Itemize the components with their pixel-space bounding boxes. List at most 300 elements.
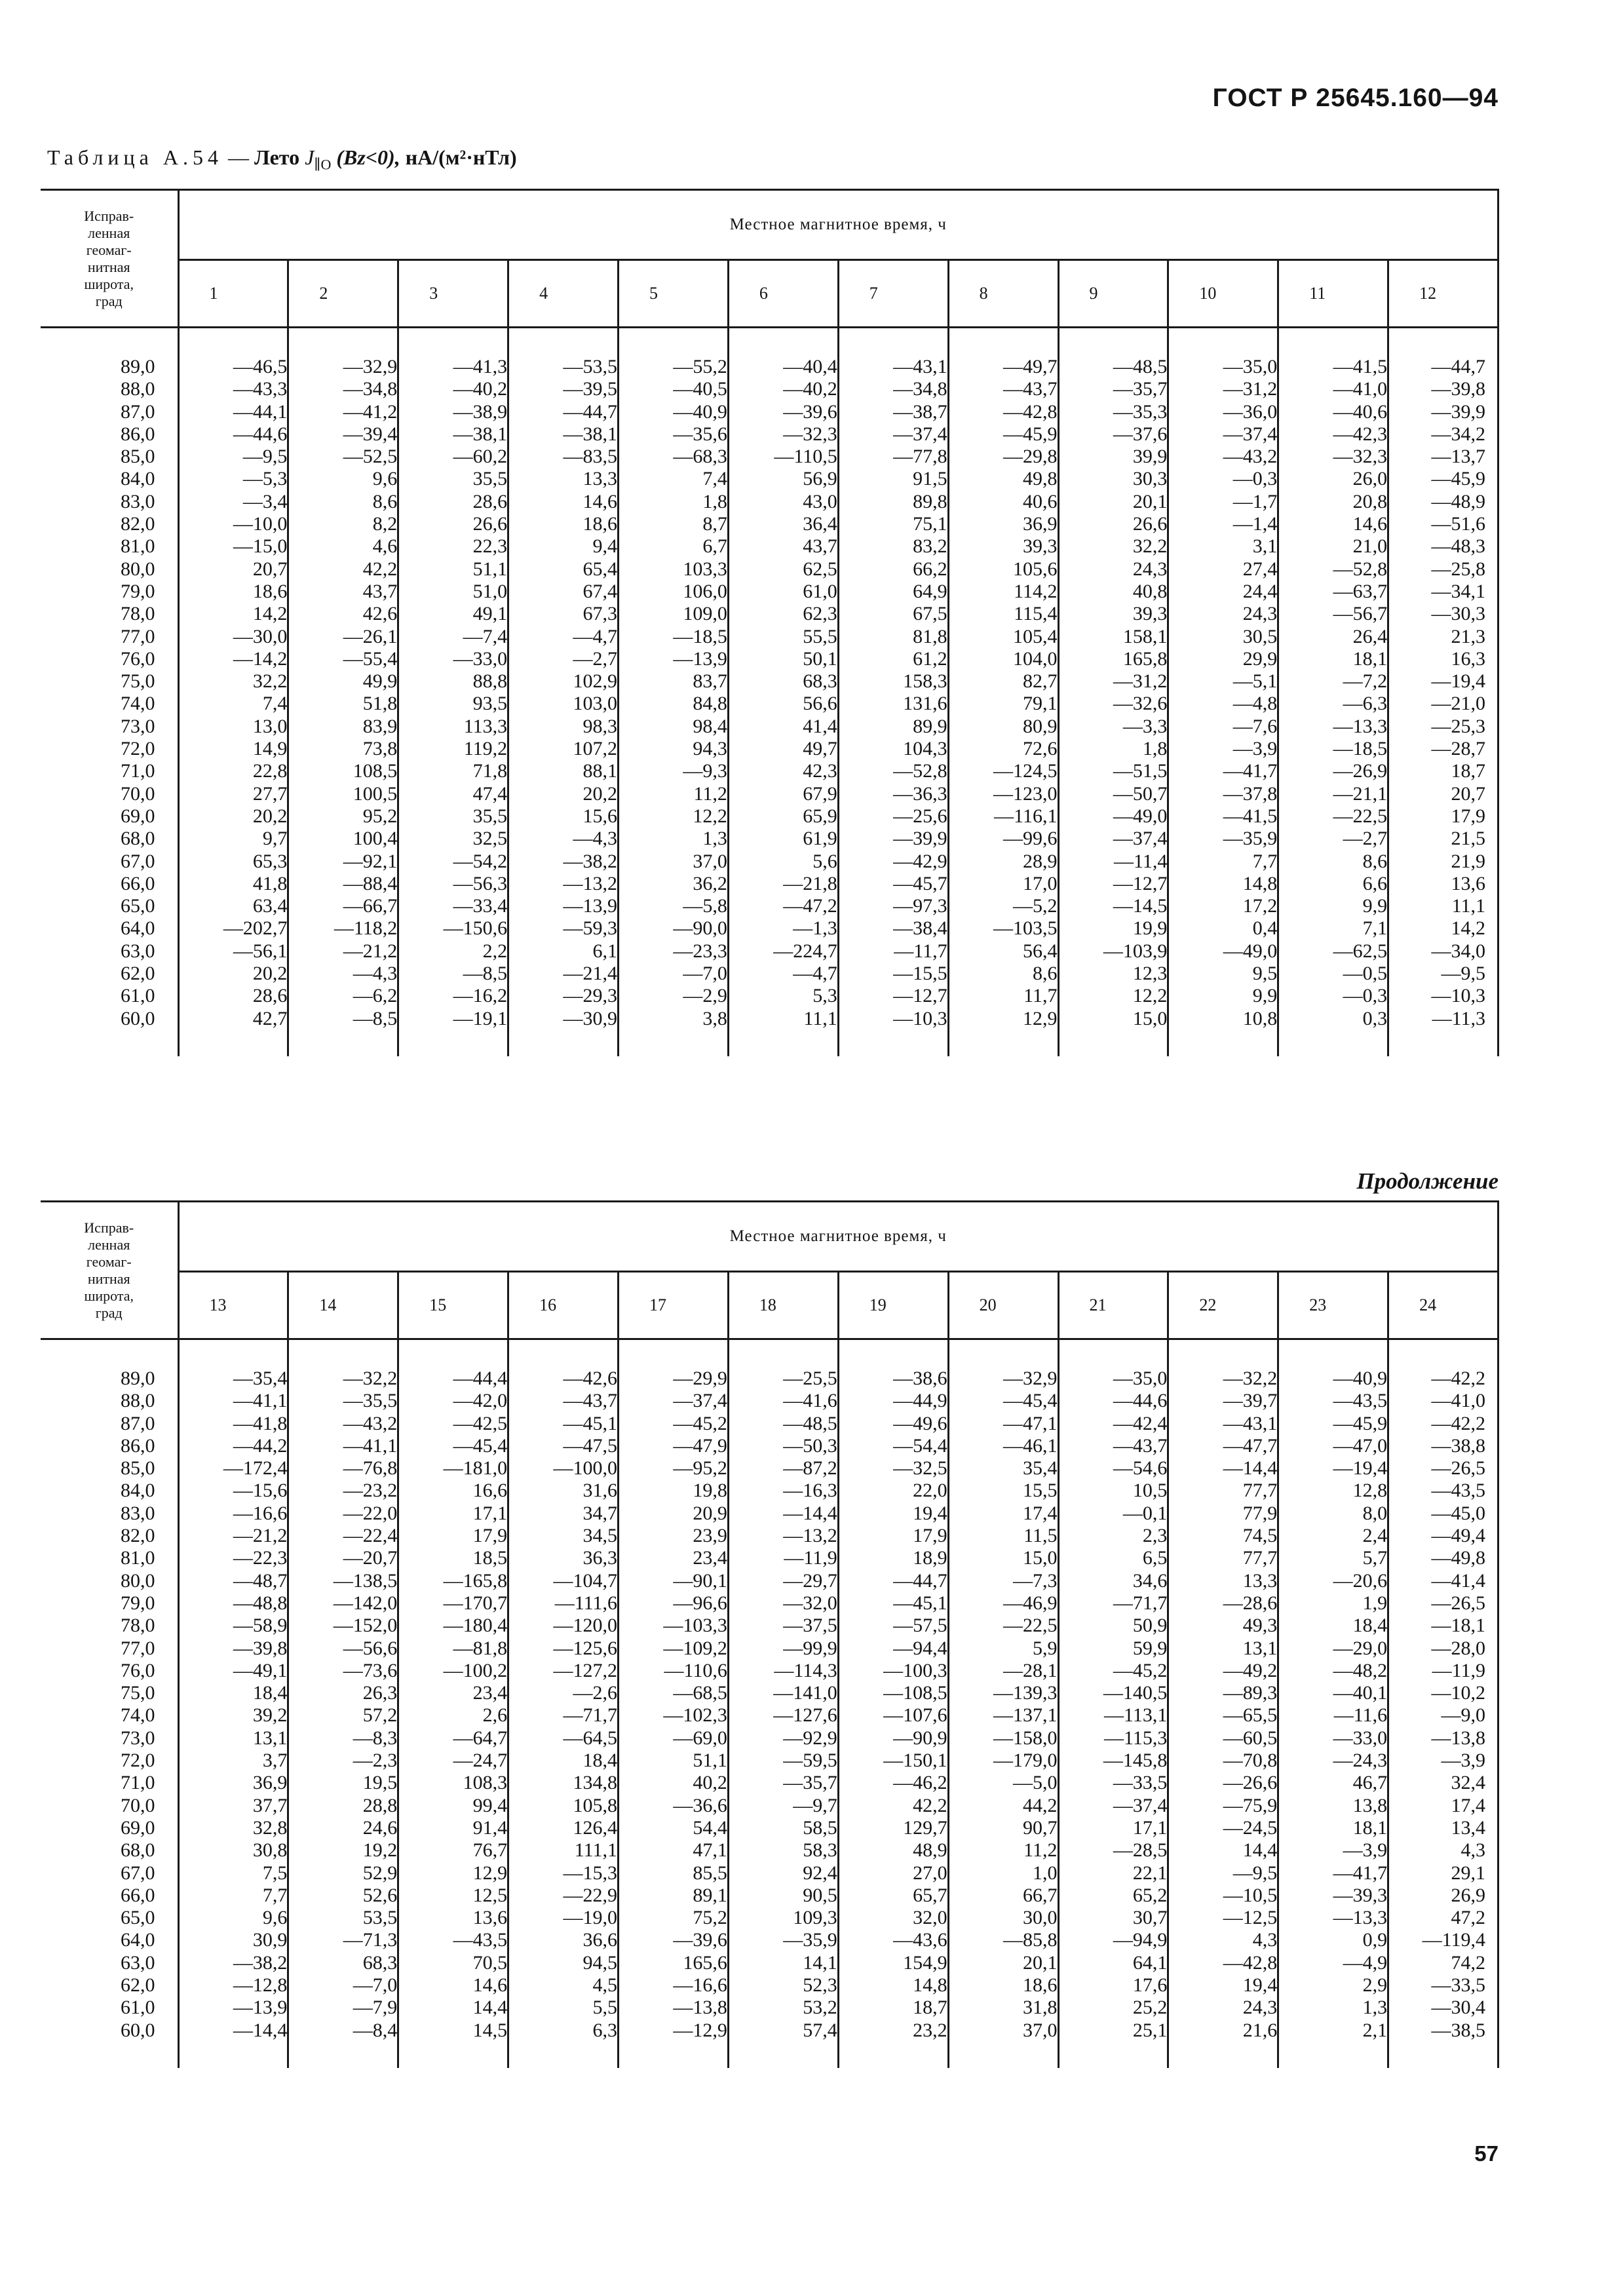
value-cell: 109,3 xyxy=(728,1907,838,1929)
value-cell: 17,1 xyxy=(398,1502,508,1525)
value-cell: 56,9 xyxy=(728,468,838,490)
table-row xyxy=(41,1660,1499,1682)
value-cell: —34,1 xyxy=(1388,581,1499,603)
table-row xyxy=(41,603,1499,625)
value-cell: 41,4 xyxy=(728,716,838,738)
value-cell: 103,0 xyxy=(508,693,619,715)
value-cell: —38,1 xyxy=(398,423,508,446)
value-cell: —41,7 xyxy=(1168,760,1278,782)
value-cell: —37,4 xyxy=(619,1390,729,1412)
value-cell: 14,4 xyxy=(1168,1839,1278,1862)
tail-cell xyxy=(41,1030,178,1056)
value-cell: 42,2 xyxy=(838,1795,948,1817)
value-cell: 129,7 xyxy=(838,1817,948,1839)
value-cell: 36,9 xyxy=(178,1772,288,1794)
latitude-cell: 61,0 xyxy=(121,985,155,1007)
value-cell: —33,5 xyxy=(1058,1772,1168,1794)
value-cell: —29,9 xyxy=(619,1368,729,1390)
value-cell: 72,6 xyxy=(948,738,1058,760)
continuation-label: Продолжение xyxy=(1356,1168,1499,1194)
value-cell: 64,9 xyxy=(838,581,948,603)
latitude-cell: 67,0 xyxy=(121,1862,155,1884)
hour-column-header: 20 xyxy=(948,1272,1058,1339)
value-cell: —127,6 xyxy=(728,1704,838,1727)
value-cell: 106,0 xyxy=(619,581,729,603)
table-header xyxy=(41,190,1499,328)
latitude-cell: 64,0 xyxy=(121,917,155,940)
value-cell: —88,4 xyxy=(288,873,398,895)
value-cell: —22,9 xyxy=(508,1885,619,1907)
value-cell: 18,4 xyxy=(178,1682,288,1704)
value-cell: 8,2 xyxy=(288,513,398,535)
value-cell: —103,9 xyxy=(1058,940,1168,963)
value-cell: —45,2 xyxy=(1058,1660,1168,1682)
value-cell: 13,1 xyxy=(1168,1637,1278,1660)
value-cell: —44,1 xyxy=(178,401,288,423)
spacer-cell xyxy=(1278,1339,1388,1368)
table-row xyxy=(41,1817,1499,1839)
value-cell: 24,6 xyxy=(288,1817,398,1839)
value-cell: —43,5 xyxy=(398,1929,508,1951)
latitude-cell: 68,0 xyxy=(121,1839,155,1862)
spacer-cell xyxy=(619,1339,729,1368)
value-cell: 62,3 xyxy=(728,603,838,625)
value-cell: —3,9 xyxy=(1168,738,1278,760)
value-cell: —99,6 xyxy=(948,828,1058,850)
latitude-cell: 75,0 xyxy=(121,670,155,693)
table-row xyxy=(41,468,1499,490)
value-cell: 27,7 xyxy=(178,783,288,805)
value-cell: 55,5 xyxy=(728,626,838,648)
value-cell: 70,5 xyxy=(398,1952,508,1974)
hour-column-header: 13 xyxy=(178,1272,288,1339)
latitude-cell: 60,0 xyxy=(121,1007,155,1029)
value-cell: —47,0 xyxy=(1278,1435,1388,1457)
value-cell: 14,6 xyxy=(508,491,619,513)
table-row xyxy=(41,1997,1499,2019)
value-cell: —51,6 xyxy=(1388,513,1499,535)
tail-cell xyxy=(1168,2042,1278,2068)
value-cell: —42,2 xyxy=(1388,1368,1499,1390)
value-cell: 42,3 xyxy=(728,760,838,782)
value-cell: —32,3 xyxy=(728,423,838,446)
tail-cell xyxy=(41,2042,178,2068)
value-cell: —30,3 xyxy=(1388,603,1499,625)
latitude-cell: 74,0 xyxy=(121,693,155,715)
spacer-cell xyxy=(1168,1339,1278,1368)
value-cell: —44,4 xyxy=(398,1368,508,1390)
table-row xyxy=(41,626,1499,648)
value-cell: 2,2 xyxy=(398,940,508,963)
value-cell: 2,4 xyxy=(1278,1525,1388,1547)
value-cell: —5,0 xyxy=(948,1772,1058,1794)
value-cell: —7,3 xyxy=(948,1570,1058,1592)
value-cell: —0,3 xyxy=(1168,468,1278,490)
value-cell: 19,4 xyxy=(838,1502,948,1525)
value-cell: —7,2 xyxy=(1278,670,1388,693)
value-cell: 15,0 xyxy=(1058,1008,1168,1030)
latitude-cell: 72,0 xyxy=(121,1750,155,1772)
value-cell: —26,6 xyxy=(1168,1772,1278,1794)
value-cell: —32,9 xyxy=(948,1368,1058,1390)
value-cell: 77,7 xyxy=(1168,1480,1278,1502)
value-cell: 13,3 xyxy=(508,468,619,490)
value-cell: —52,8 xyxy=(838,760,948,782)
value-cell: —119,4 xyxy=(1388,1929,1499,1951)
value-cell: 28,6 xyxy=(398,491,508,513)
value-cell: 52,9 xyxy=(288,1862,398,1885)
hour-column-header: 24 xyxy=(1388,1272,1499,1339)
value-cell: 14,5 xyxy=(398,2019,508,2042)
value-cell: —28,0 xyxy=(1388,1637,1499,1660)
table-row xyxy=(41,1502,1499,1525)
latitude-cell: 83,0 xyxy=(121,490,155,512)
latitude-cell: 86,0 xyxy=(121,423,155,445)
value-cell: —41,5 xyxy=(1278,356,1388,378)
value-cell: 131,6 xyxy=(838,693,948,715)
value-cell: 23,4 xyxy=(398,1682,508,1704)
latitude-cell: 64,0 xyxy=(121,1929,155,1951)
spacer-cell xyxy=(1388,328,1499,356)
value-cell: —150,6 xyxy=(398,917,508,940)
tail-cell xyxy=(508,1030,619,1056)
value-cell: —38,8 xyxy=(1388,1435,1499,1457)
value-cell: —7,6 xyxy=(1168,716,1278,738)
value-cell: —20,7 xyxy=(288,1547,398,1569)
table-row xyxy=(41,558,1499,581)
value-cell: —59,5 xyxy=(728,1750,838,1772)
value-cell: 47,2 xyxy=(1388,1907,1499,1929)
value-cell: —39,6 xyxy=(619,1929,729,1951)
latitude-cell: 78,0 xyxy=(121,1615,155,1637)
table-row xyxy=(41,513,1499,535)
value-cell: 89,8 xyxy=(838,491,948,513)
value-cell: —71,7 xyxy=(1058,1592,1168,1615)
value-cell: 98,4 xyxy=(619,716,729,738)
value-cell: —172,4 xyxy=(178,1457,288,1480)
value-cell: —1,7 xyxy=(1168,491,1278,513)
value-cell: —39,3 xyxy=(1278,1885,1388,1907)
value-cell: —6,2 xyxy=(288,985,398,1007)
value-cell: —11,9 xyxy=(1388,1660,1499,1682)
value-cell: —42,4 xyxy=(1058,1413,1168,1435)
value-cell: 107,2 xyxy=(508,738,619,760)
spacer-cell xyxy=(1058,328,1168,356)
value-cell: —42,3 xyxy=(1278,423,1388,446)
value-cell: 28,6 xyxy=(178,985,288,1007)
table-row xyxy=(41,1008,1499,1030)
value-cell: 13,0 xyxy=(178,716,288,738)
value-cell: —9,5 xyxy=(1388,963,1499,985)
latitude-cell: 69,0 xyxy=(121,1816,155,1839)
value-cell: —0,5 xyxy=(1278,963,1388,985)
value-cell: 17,9 xyxy=(398,1525,508,1547)
table-row xyxy=(41,783,1499,805)
value-cell: 20,2 xyxy=(508,783,619,805)
value-cell: 83,9 xyxy=(288,716,398,738)
value-cell: 31,6 xyxy=(508,1480,619,1502)
value-cell: —7,4 xyxy=(398,626,508,648)
value-cell: 41,8 xyxy=(178,873,288,895)
value-cell: —43,1 xyxy=(1168,1413,1278,1435)
value-cell: 39,3 xyxy=(948,535,1058,558)
value-cell: —137,1 xyxy=(948,1704,1058,1727)
value-cell: 23,4 xyxy=(619,1547,729,1569)
value-cell: 35,5 xyxy=(398,468,508,490)
value-cell: 94,5 xyxy=(508,1952,619,1974)
tail-cell xyxy=(1168,1030,1278,1056)
value-cell: 42,2 xyxy=(288,558,398,581)
value-cell: 61,9 xyxy=(728,828,838,850)
value-cell: —48,3 xyxy=(1388,535,1499,558)
value-cell: —49,8 xyxy=(1388,1547,1499,1569)
value-cell: —39,5 xyxy=(508,378,619,400)
value-cell: —14,4 xyxy=(1168,1457,1278,1480)
value-cell: —8,4 xyxy=(288,2019,398,2042)
hour-column-header: 4 xyxy=(508,260,619,328)
hour-column-header: 1 xyxy=(178,260,288,328)
table-row xyxy=(41,1615,1499,1637)
value-cell: 18,7 xyxy=(1388,760,1499,782)
value-cell: —38,4 xyxy=(838,917,948,940)
caption-symbol: J xyxy=(305,145,315,169)
value-cell: 40,8 xyxy=(1058,581,1168,603)
table-row xyxy=(41,1929,1499,1951)
value-cell: 37,0 xyxy=(619,851,729,873)
value-cell: 21,5 xyxy=(1388,828,1499,850)
value-cell: —42,0 xyxy=(398,1390,508,1412)
value-cell: —110,6 xyxy=(619,1660,729,1682)
value-cell: —103,5 xyxy=(948,917,1058,940)
value-cell: —41,1 xyxy=(178,1390,288,1412)
table-row xyxy=(41,1974,1499,1997)
hour-column-header: 19 xyxy=(838,1272,948,1339)
value-cell: 18,4 xyxy=(1278,1615,1388,1637)
value-cell: —89,3 xyxy=(1168,1682,1278,1704)
value-cell: —44,6 xyxy=(178,423,288,446)
value-cell: —7,9 xyxy=(288,1997,398,2019)
value-cell: 42,7 xyxy=(178,1008,288,1030)
value-cell: —5,1 xyxy=(1168,670,1278,693)
tail-cell xyxy=(1388,2042,1499,2068)
value-cell: —24,5 xyxy=(1168,1817,1278,1839)
value-cell: —94,9 xyxy=(1058,1929,1168,1951)
value-cell: 24,4 xyxy=(1168,581,1278,603)
value-cell: 12,2 xyxy=(619,805,729,828)
value-cell: 105,4 xyxy=(948,626,1058,648)
tail-cell xyxy=(948,1030,1058,1056)
value-cell: 13,3 xyxy=(1168,1570,1278,1592)
spacer-cell xyxy=(1388,1339,1499,1368)
spacer-cell xyxy=(619,328,729,356)
value-cell: —3,9 xyxy=(1278,1839,1388,1862)
value-cell: 36,2 xyxy=(619,873,729,895)
value-cell: 99,4 xyxy=(398,1795,508,1817)
value-cell: 29,1 xyxy=(1388,1862,1499,1885)
table-row xyxy=(41,1592,1499,1615)
latitude-cell: 78,0 xyxy=(121,603,155,625)
latitude-header-line: град xyxy=(95,1304,123,1321)
value-cell: —125,6 xyxy=(508,1637,619,1660)
value-cell: 57,4 xyxy=(728,2019,838,2042)
latitude-cell: 75,0 xyxy=(121,1682,155,1704)
value-cell: —21,4 xyxy=(508,963,619,985)
value-cell: —30,0 xyxy=(178,626,288,648)
value-cell: 89,9 xyxy=(838,716,948,738)
value-cell: 63,4 xyxy=(178,895,288,917)
tail-cell xyxy=(508,2042,619,2068)
latitude-cell: 85,0 xyxy=(121,446,155,468)
value-cell: 18,9 xyxy=(838,1547,948,1569)
value-cell: 5,6 xyxy=(728,851,838,873)
table-header xyxy=(41,1202,1499,1339)
value-cell: —42,8 xyxy=(948,401,1058,423)
value-cell: 49,1 xyxy=(398,603,508,625)
value-cell: —14,5 xyxy=(1058,895,1168,917)
value-cell: —43,3 xyxy=(178,378,288,400)
value-cell: —22,0 xyxy=(288,1502,398,1525)
value-cell: 65,2 xyxy=(1058,1885,1168,1907)
value-cell: 32,8 xyxy=(178,1817,288,1839)
value-cell: 56,4 xyxy=(948,940,1058,963)
value-cell: 17,1 xyxy=(1058,1817,1168,1839)
value-cell: —10,0 xyxy=(178,513,288,535)
value-cell: —52,5 xyxy=(288,446,398,468)
value-cell: 5,5 xyxy=(508,1997,619,2019)
value-cell: —37,5 xyxy=(728,1615,838,1637)
value-cell: 7,4 xyxy=(619,468,729,490)
value-cell: —42,6 xyxy=(508,1368,619,1390)
value-cell: —18,5 xyxy=(1278,738,1388,760)
spacer-cell xyxy=(178,328,288,356)
value-cell: —4,3 xyxy=(288,963,398,985)
value-cell: 51,1 xyxy=(619,1750,729,1772)
value-cell: —41,6 xyxy=(728,1390,838,1412)
value-cell: 2,6 xyxy=(398,1704,508,1727)
value-cell: —41,3 xyxy=(398,356,508,378)
hour-column-header: 16 xyxy=(508,1272,619,1339)
value-cell: 12,9 xyxy=(948,1008,1058,1030)
tail-cell xyxy=(1278,2042,1388,2068)
value-cell: 113,3 xyxy=(398,716,508,738)
value-cell: —43,5 xyxy=(1388,1480,1499,1502)
value-cell: 11,2 xyxy=(619,783,729,805)
value-cell: —14,2 xyxy=(178,648,288,670)
value-cell: —38,9 xyxy=(398,401,508,423)
value-cell: —13,3 xyxy=(1278,1907,1388,1929)
value-cell: 74,2 xyxy=(1388,1952,1499,1974)
tail-cell xyxy=(1278,1030,1388,1056)
value-cell: 13,6 xyxy=(398,1907,508,1929)
latitude-cell: 89,0 xyxy=(121,356,155,377)
latitude-cell: 82,0 xyxy=(121,513,155,535)
value-cell: —179,0 xyxy=(948,1750,1058,1772)
value-cell: 50,9 xyxy=(1058,1615,1168,1637)
value-cell: 104,3 xyxy=(838,738,948,760)
value-cell: 47,1 xyxy=(619,1839,729,1862)
value-cell: 61,2 xyxy=(838,648,948,670)
table-row xyxy=(41,1368,1499,1390)
value-cell: 19,5 xyxy=(288,1772,398,1794)
value-cell: —1,3 xyxy=(728,917,838,940)
data-table-hours-1-12 xyxy=(41,189,1499,1056)
value-cell: —71,7 xyxy=(508,1704,619,1727)
value-cell: 24,3 xyxy=(1168,603,1278,625)
value-cell: 9,9 xyxy=(1278,895,1388,917)
value-cell: 18,1 xyxy=(1278,1817,1388,1839)
value-cell: —92,1 xyxy=(288,851,398,873)
latitude-header-line: Исправ- xyxy=(84,207,134,224)
spacer-cell xyxy=(838,1339,948,1368)
value-cell: —36,3 xyxy=(838,783,948,805)
spacer-cell xyxy=(1058,1339,1168,1368)
value-cell: 88,1 xyxy=(508,760,619,782)
latitude-cell: 84,0 xyxy=(121,1480,155,1502)
value-cell: —140,5 xyxy=(1058,1682,1168,1704)
spacer-cell xyxy=(728,1339,838,1368)
value-cell: 74,5 xyxy=(1168,1525,1278,1547)
value-cell: 36,3 xyxy=(508,1547,619,1569)
page-number: 57 xyxy=(1474,2141,1499,2166)
value-cell: —26,5 xyxy=(1388,1592,1499,1615)
value-cell: —43,7 xyxy=(508,1390,619,1412)
value-cell: —6,3 xyxy=(1278,693,1388,715)
value-cell: —11,9 xyxy=(728,1547,838,1569)
table-row xyxy=(41,1547,1499,1569)
value-cell: —22,5 xyxy=(948,1615,1058,1637)
tail-cell xyxy=(619,2042,729,2068)
value-cell: —18,1 xyxy=(1388,1615,1499,1637)
value-cell: —46,1 xyxy=(948,1435,1058,1457)
value-cell: 62,5 xyxy=(728,558,838,581)
latitude-cell: 84,0 xyxy=(121,468,155,490)
caption-subscript: ∥O xyxy=(314,156,332,173)
value-cell: —42,8 xyxy=(1168,1952,1278,1974)
value-cell: —20,6 xyxy=(1278,1570,1388,1592)
value-cell: —68,5 xyxy=(619,1682,729,1704)
latitude-cell: 77,0 xyxy=(121,625,155,647)
value-cell: 26,0 xyxy=(1278,468,1388,490)
value-cell: —43,7 xyxy=(948,378,1058,400)
value-cell: —123,0 xyxy=(948,783,1058,805)
value-cell: —102,3 xyxy=(619,1704,729,1727)
spacer-cell xyxy=(398,1339,508,1368)
value-cell: —68,3 xyxy=(619,446,729,468)
value-cell: —31,2 xyxy=(1058,670,1168,693)
value-cell: —33,0 xyxy=(398,648,508,670)
latitude-cell: 77,0 xyxy=(121,1637,155,1659)
value-cell: —11,3 xyxy=(1388,1008,1499,1030)
value-cell: 111,1 xyxy=(508,1839,619,1862)
value-cell: —71,3 xyxy=(288,1929,398,1951)
hour-column-header: 10 xyxy=(1168,260,1278,328)
caption-label: Таблица А.54 xyxy=(47,145,223,169)
value-cell: 77,9 xyxy=(1168,1502,1278,1525)
value-cell: —39,7 xyxy=(1168,1390,1278,1412)
value-cell: —40,2 xyxy=(728,378,838,400)
value-cell: 66,7 xyxy=(948,1885,1058,1907)
value-cell: 36,6 xyxy=(508,1929,619,1951)
value-cell: —38,7 xyxy=(838,401,948,423)
value-cell: 43,0 xyxy=(728,491,838,513)
value-cell: —60,5 xyxy=(1168,1727,1278,1750)
latitude-cell: 62,0 xyxy=(121,1974,155,1997)
value-cell: —15,0 xyxy=(178,535,288,558)
value-cell: 8,6 xyxy=(288,491,398,513)
spacer-cell xyxy=(508,328,619,356)
value-cell: —22,5 xyxy=(1278,805,1388,828)
value-cell: —87,2 xyxy=(728,1457,838,1480)
